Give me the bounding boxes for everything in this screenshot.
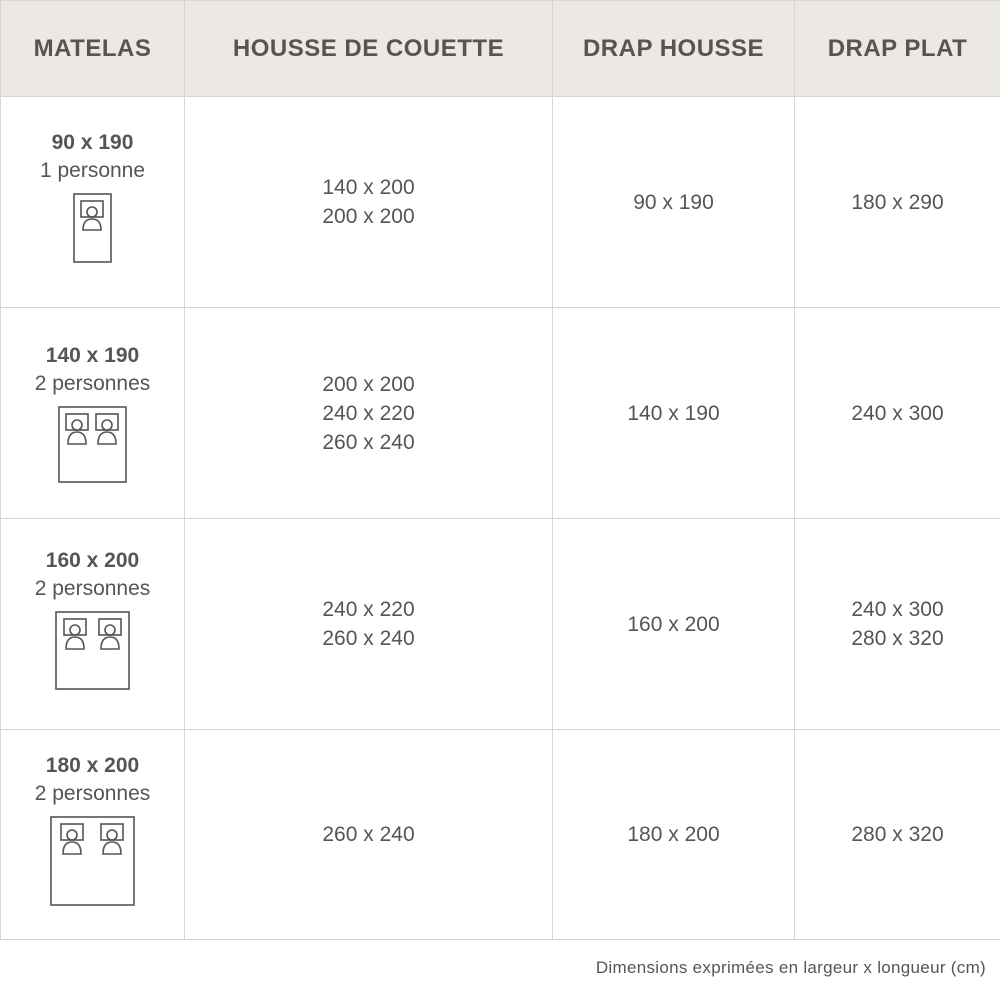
single-bed-icon [73, 193, 113, 265]
header-row [1, 1, 1000, 97]
header-housse-de-couette: HOUSSE DE COUETTE [185, 1, 553, 97]
flat-sheet-size: 240 x 300 [851, 401, 944, 425]
mattress-cell [1, 730, 185, 940]
flat-sheet-size: 280 x 320 [851, 627, 944, 650]
flat-sheet-cell [795, 308, 1000, 519]
mattress-size: 90 x 190 [51, 131, 134, 154]
table-row [1, 519, 1000, 730]
mattress-cell [1, 519, 185, 730]
fitted-sheet-cell [553, 97, 795, 308]
duvet-cell [185, 519, 553, 730]
duvet-cell [185, 97, 553, 308]
fitted-sheet-cell [553, 730, 795, 940]
header-matelas: MATELAS [1, 1, 185, 97]
flat-sheet-size: 240 x 300 [851, 598, 944, 621]
flat-sheet-size: 280 x 320 [851, 823, 944, 846]
mattress-size: 160 x 200 [45, 549, 140, 572]
duvet-cell [185, 730, 553, 940]
flat-sheet-size: 180 x 290 [851, 190, 944, 214]
flat-sheet-cell [795, 519, 1000, 730]
fitted-sheet-size: 140 x 190 [627, 401, 720, 425]
fitted-sheet-size: 160 x 200 [627, 612, 720, 636]
duvet-size: 240 x 220 [322, 401, 415, 425]
duvet-size: 200 x 200 [322, 205, 415, 228]
fitted-sheet-size: 180 x 200 [627, 823, 720, 846]
header-drap-plat: DRAP PLAT [795, 1, 1000, 97]
duvet-cell [185, 308, 553, 519]
duvet-size: 200 x 200 [322, 372, 415, 396]
duvet-size: 140 x 200 [322, 176, 415, 199]
flat-sheet-cell [795, 730, 1000, 940]
duvet-size: 260 x 240 [322, 627, 415, 650]
mattress-size: 180 x 200 [45, 754, 140, 777]
mattress-people: 2 personnes [34, 577, 151, 600]
fitted-sheet-cell [553, 519, 795, 730]
mattress-cell [1, 97, 185, 308]
footnote: Dimensions exprimées en largeur x longueur (cm) [595, 958, 986, 977]
double-bed-icon [58, 406, 128, 486]
mattress-people: 2 personnes [34, 782, 151, 805]
mattress-people: 1 personne [39, 159, 146, 182]
duvet-size: 240 x 220 [322, 598, 415, 621]
queen-bed-icon [55, 611, 131, 691]
flat-sheet-cell [795, 97, 1000, 308]
table-row [1, 730, 1000, 940]
duvet-size: 260 x 240 [322, 430, 415, 454]
king-bed-icon [50, 816, 136, 908]
table-row [1, 308, 1000, 519]
table-row [1, 97, 1000, 308]
mattress-cell [1, 308, 185, 519]
mattress-size: 140 x 190 [45, 344, 140, 367]
mattress-people: 2 personnes [34, 372, 151, 395]
fitted-sheet-size: 90 x 190 [633, 190, 714, 214]
duvet-size: 260 x 240 [322, 823, 415, 846]
header-drap-housse: DRAP HOUSSE [553, 1, 795, 97]
fitted-sheet-cell [553, 308, 795, 519]
